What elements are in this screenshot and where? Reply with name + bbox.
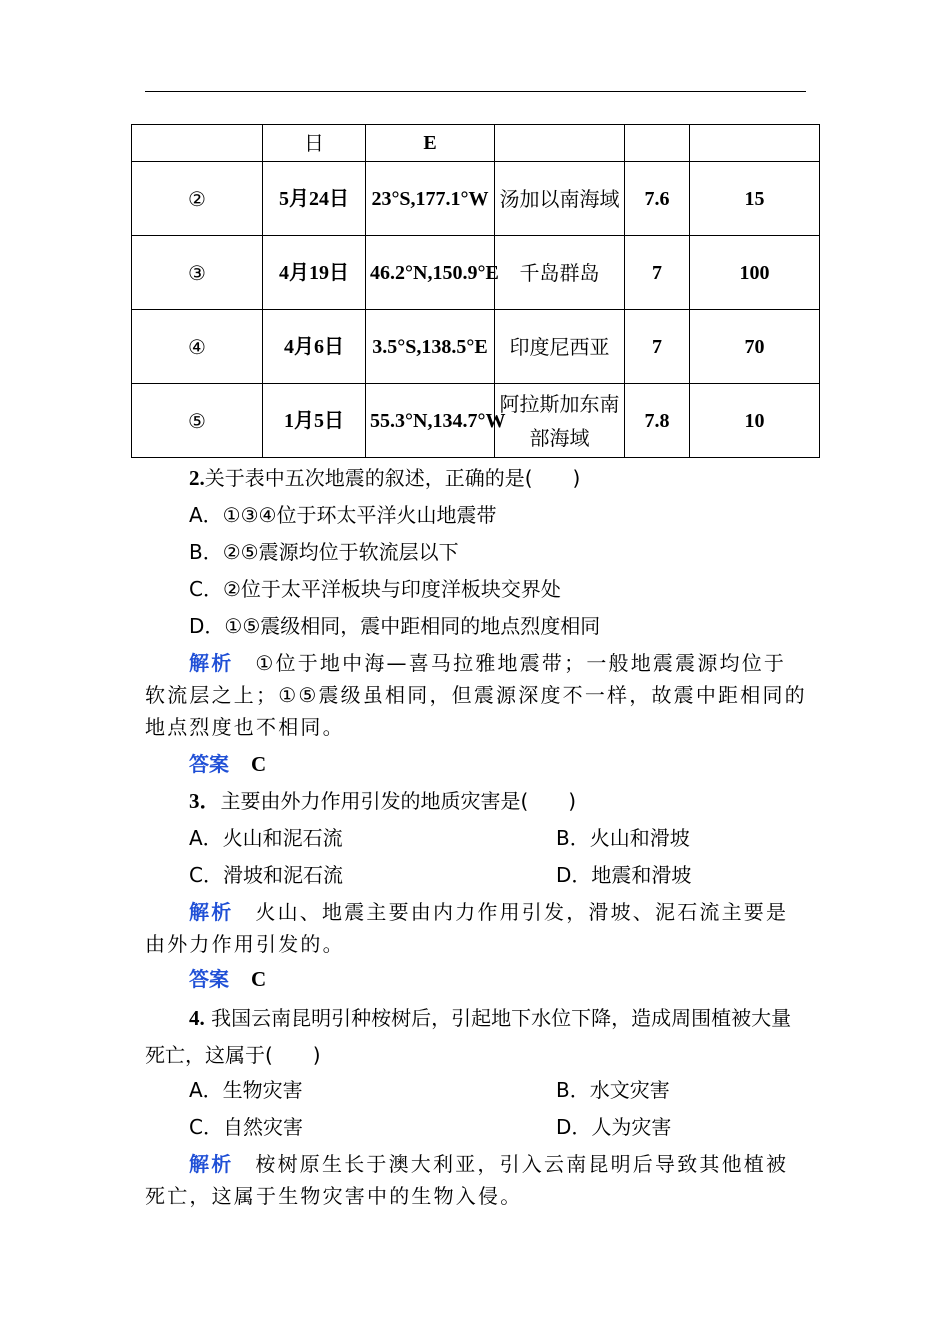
quake-magnitude: 7.8 — [625, 384, 690, 458]
question-2-stem — [145, 462, 807, 494]
question-4-option-b: B．水文灾害 — [556, 1078, 670, 1102]
quake-region: 印度尼西亚 — [495, 310, 625, 384]
quake-depth: 70 — [690, 310, 820, 384]
quake-number: ⑤ — [132, 384, 263, 458]
question-text: 我国云南昆明引种桉树后，引起地下水位下降，造成周围植被大量死亡，这属于( ) — [145, 1006, 792, 1067]
quake-location: 55.3°N,134.7°W — [366, 384, 495, 458]
question-3-options-row-1 — [145, 822, 807, 854]
header-rule — [145, 91, 806, 92]
quake-region: 汤加以南海域 — [495, 162, 625, 236]
question-2-option-a: A．①③④位于环太平洋火山地震带 — [189, 503, 497, 527]
earthquake-table — [131, 124, 820, 458]
table-row — [132, 125, 820, 162]
table-cell: 日 — [263, 125, 366, 162]
question-4-analysis — [145, 1148, 807, 1212]
quake-date: 5月24日 — [263, 162, 366, 236]
table-row — [132, 384, 820, 458]
quake-magnitude: 7 — [625, 236, 690, 310]
table-cell — [690, 125, 820, 162]
question-4-option-c: C．自然灾害 — [189, 1115, 303, 1139]
answer-value: C — [251, 967, 267, 991]
table-cell: E — [366, 125, 495, 162]
analysis-label: 解析 — [189, 651, 234, 675]
analysis-text: 桉树原生长于澳大利亚，引入云南昆明后导致其他植被死亡，这属于生物灾害中的生物入侵。 — [145, 1152, 789, 1208]
question-text: 主要由外力作用引发的地质灾害是( ) — [220, 789, 577, 813]
question-3-option-a: A．火山和泥石流 — [189, 826, 343, 850]
quake-location: 46.2°N,150.9°E — [366, 236, 495, 310]
question-4-options-row-2 — [145, 1111, 807, 1143]
question-3-option-c: C．滑坡和泥石流 — [189, 863, 343, 887]
question-3-stem — [145, 785, 807, 817]
answer-label: 答案 — [189, 967, 229, 991]
question-number: 2. — [189, 466, 205, 490]
table-cell — [625, 125, 690, 162]
analysis-label: 解析 — [189, 900, 234, 924]
quake-depth: 100 — [690, 236, 820, 310]
question-3-answer — [145, 963, 807, 995]
quake-number: ③ — [132, 236, 263, 310]
quake-region: 千岛群岛 — [495, 236, 625, 310]
question-3-option-b: B．火山和滑坡 — [556, 826, 690, 850]
quake-date: 4月19日 — [263, 236, 366, 310]
question-2-analysis — [145, 647, 807, 743]
quake-location: 23°S,177.1°W — [366, 162, 495, 236]
question-2-answer — [145, 748, 807, 780]
question-3-options-row-2 — [145, 859, 807, 891]
question-4-option-a: A．生物灾害 — [189, 1078, 303, 1102]
quake-date: 4月6日 — [263, 310, 366, 384]
quake-region: 阿拉斯加东南部海域 — [495, 384, 625, 458]
quake-depth: 10 — [690, 384, 820, 458]
question-2-option-b: B．②⑤震源均位于软流层以下 — [189, 540, 459, 564]
quake-number: ④ — [132, 310, 263, 384]
quake-depth: 15 — [690, 162, 820, 236]
question-text: 关于表中五次地震的叙述，正确的是( ) — [204, 466, 581, 490]
table-row — [132, 310, 820, 384]
quake-date: 1月5日 — [263, 384, 366, 458]
table-cell — [132, 125, 263, 162]
quake-magnitude: 7.6 — [625, 162, 690, 236]
question-4-stem — [145, 1000, 807, 1074]
question-4-options-row-1 — [145, 1074, 807, 1106]
question-number: 3． — [189, 789, 221, 813]
question-2-option-c: C．②位于太平洋板块与印度洋板块交界处 — [189, 577, 561, 601]
answer-value: C — [251, 752, 267, 776]
question-number: 4. — [189, 1006, 205, 1030]
question-3-analysis — [145, 896, 807, 960]
analysis-label: 解析 — [189, 1152, 234, 1176]
question-2-option-d: D．①⑤震级相同，震中距相同的地点烈度相同 — [189, 614, 601, 638]
analysis-text: 火山、地震主要由内力作用引发，滑坡、泥石流主要是由外力作用引发的。 — [145, 900, 789, 956]
analysis-text: ①位于地中海—喜马拉雅地震带；一般地震震源均位于软流层之上；①⑤震级虽相同，但震源深度不一样，故震中距相同的地点烈度也不相同。 — [145, 651, 807, 739]
question-3-option-d: D．地震和滑坡 — [556, 863, 692, 887]
answer-label: 答案 — [189, 752, 229, 776]
question-4-option-d: D．人为灾害 — [556, 1115, 672, 1139]
table-row — [132, 162, 820, 236]
quake-location: 3.5°S,138.5°E — [366, 310, 495, 384]
table-cell — [495, 125, 625, 162]
quake-magnitude: 7 — [625, 310, 690, 384]
quake-number: ② — [132, 162, 263, 236]
table-row — [132, 236, 820, 310]
